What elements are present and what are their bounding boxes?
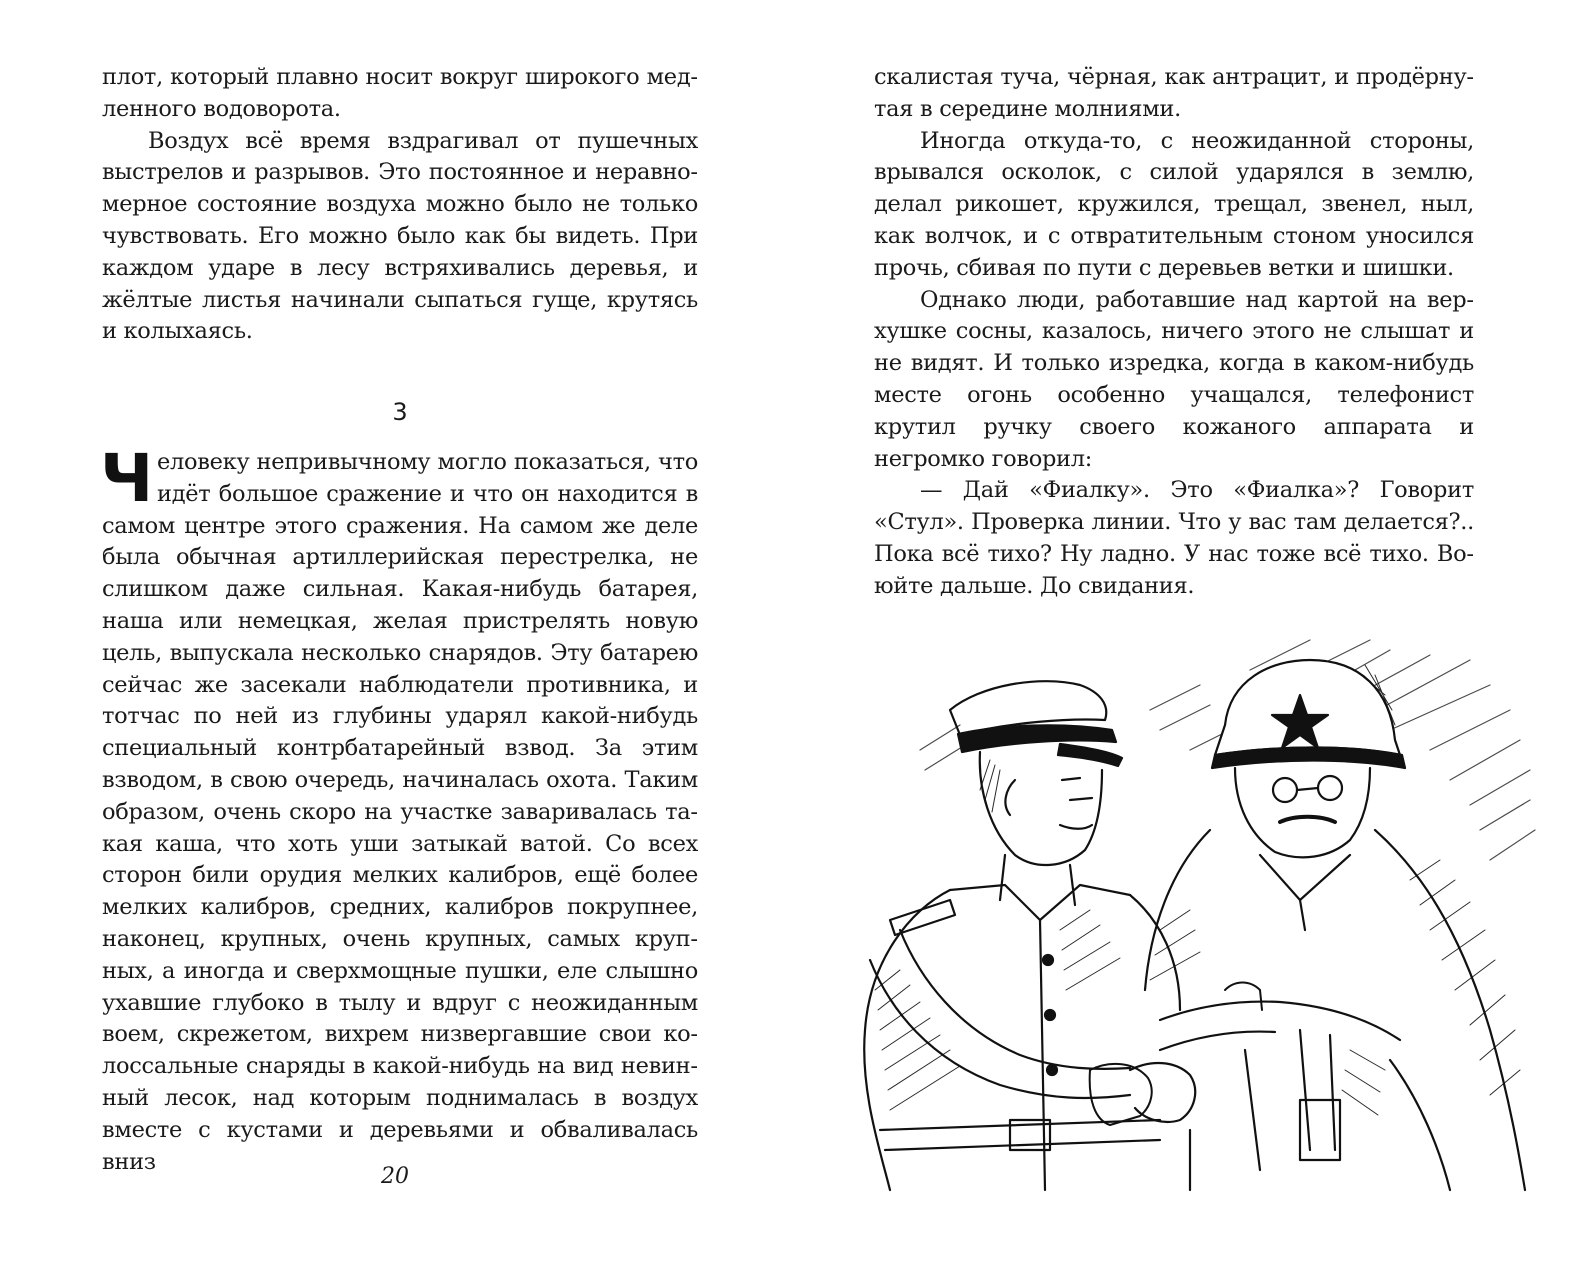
left-paragraph-3 xyxy=(100,440,698,1178)
right-paragraph-3: Однако люди, работавшие над картой на верхушке сосны, казалось, ничего этого не слышат и не видят. И только изредка, когда в каком-нибудь месте огонь особенно учащался, телефонист крутил ручку своего кожаного аппарата и негромко говорил: xyxy=(874,286,1474,472)
page-number: 20 xyxy=(381,1164,409,1189)
officer-figure xyxy=(864,681,1180,1190)
soldier-figure xyxy=(1130,660,1525,1190)
illustration-officer-and-soldier xyxy=(830,630,1540,1200)
left-column-top xyxy=(102,62,698,348)
chapter-number: 3 xyxy=(392,398,408,426)
right-paragraph-2: Иногда откуда-то, с неожиданной стороны, врывался осколок, с силой ударялся в землю, делал рикошет, кружился, трещал, звенел, ныл, как волчок, и с отвратительным стоном уносился прочь, сбивая по пути с деревьев ветки и шишки. xyxy=(874,127,1474,281)
right-column xyxy=(874,62,1474,603)
officer-shading xyxy=(875,760,1120,1110)
dialog-paragraph: — Дай «Фиалку». Это «Фиалка»? Говорит «Стул». Проверка линии. Что у вас там делается?.. Пока всё тихо? Ну ладно. У нас тоже всё тихо. Воюйте дальше. До свидания. xyxy=(874,477,1474,599)
drop-cap: Ч xyxy=(100,440,154,517)
left-paragraph-2: Воздух всё время вздрагивал от пушечных выстрелов и разрывов. Это постоянное и неравномерное состояние воздуха можно было не только чувствовать. Его можно было как бы видеть. При каждом ударе в лесу встряхивались деревья, и жёлтые листья начинали сыпаться гуще, крутясь и колыхаясь. xyxy=(102,127,698,345)
right-paragraph-1: скалистая туча, чёрная, как антрацит, и продёрнутая в середине молниями. xyxy=(874,64,1474,122)
left-column-chapter xyxy=(100,440,698,1178)
left-paragraph-3-text: еловеку непривычному могло показаться, что идёт большое сражение и что он находится в самом центре этого сражения. На самом же деле была обычная артиллерийская перестрелка, не слишком даже сильная. Какая-нибудь батарея, наша или немецкая, желая пристрелять новую цель, выпускала несколько снарядов. Эту батарею сейчас же засекали наблюдатели противника, и тотчас по ней из глубины ударял какой-нибудь специальный контрбатарейный взвод. За этим взводом, в свою очередь, начиналась охота. Таким образом, очень скоро на участке заваривалась такая каша, что хоть уши затыкай ватой. Со всех сторон били орудия мелких калибров, ещё более мелких калибров, средних, калибров покрупнее, наконец, крупных, очень крупных, самых крупных, а иногда и сверхмощные пушки, еле слышно ухавшие глубоко в тылу и вдруг с неожиданным воем, скрежетом, вихрем низвергавшие свои колоссальные снаряды в какой-нибудь на вид невинный лесок, над которым поднималась в воздух вместе с кустами и деревьями и обваливалась вниз xyxy=(102,449,698,1175)
right-page xyxy=(790,0,1580,1264)
left-paragraph-1: плот, который плавно носит вокруг широкого медленного водоворота. xyxy=(102,64,698,122)
